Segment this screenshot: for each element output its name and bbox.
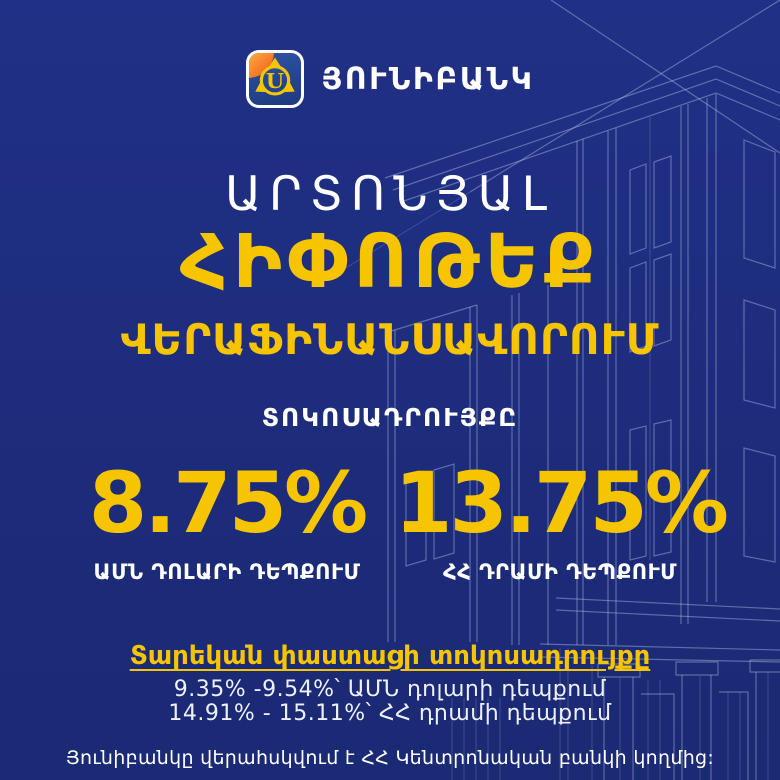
title-line-privileged: ԱՐՏՈՆՅԱԼ <box>225 167 555 222</box>
title-line-mortgage: ՀԻՓՈԹԵՔ <box>179 219 601 305</box>
rate-amd-value: 13.75% <box>394 454 726 552</box>
apr-heading: Տարեկան փաստացի տոկոսադրույքը <box>129 641 651 671</box>
rate-amd-label: ՀՀ ԴՐԱՄԻ ԴԵՊՔՈՒՄ <box>442 559 678 584</box>
rate-usd <box>62 450 392 584</box>
unibank-logo-icon <box>246 50 304 108</box>
bank-logo-header <box>0 50 780 108</box>
apr-section <box>0 641 780 726</box>
unibank-emblem-icon <box>249 53 301 105</box>
apr-line-usd: 9.35% -9.54%՝ ԱՄՆ դոլարի դեպքում <box>173 677 607 702</box>
bank-name: ՅՈՒՆԻԲԱՆԿ <box>321 61 535 97</box>
rate-usd-value: 8.75% <box>88 454 366 552</box>
apr-line-amd: 14.91% - 15.11%՝ ՀՀ դրամի դեպքում <box>168 701 612 726</box>
rate-amd <box>392 450 728 584</box>
rates-heading: ՏՈԿՈՍԱԴՐՈՒՅՔԸ <box>261 403 519 432</box>
logo-letter: U <box>265 68 284 94</box>
rate-usd-label: ԱՄՆ ԴՈԼԱՐԻ ԴԵՊՔՈՒՄ <box>93 559 361 584</box>
regulator-disclaimer: Յունիբանկը վերահսկվում է ՀՀ Կենտրոնական բանկի կողմից: <box>65 747 715 769</box>
title-line-refinancing: ՎԵՐԱՖԻՆԱՆՍԱՎՈՐՈՒՄ <box>120 315 660 364</box>
